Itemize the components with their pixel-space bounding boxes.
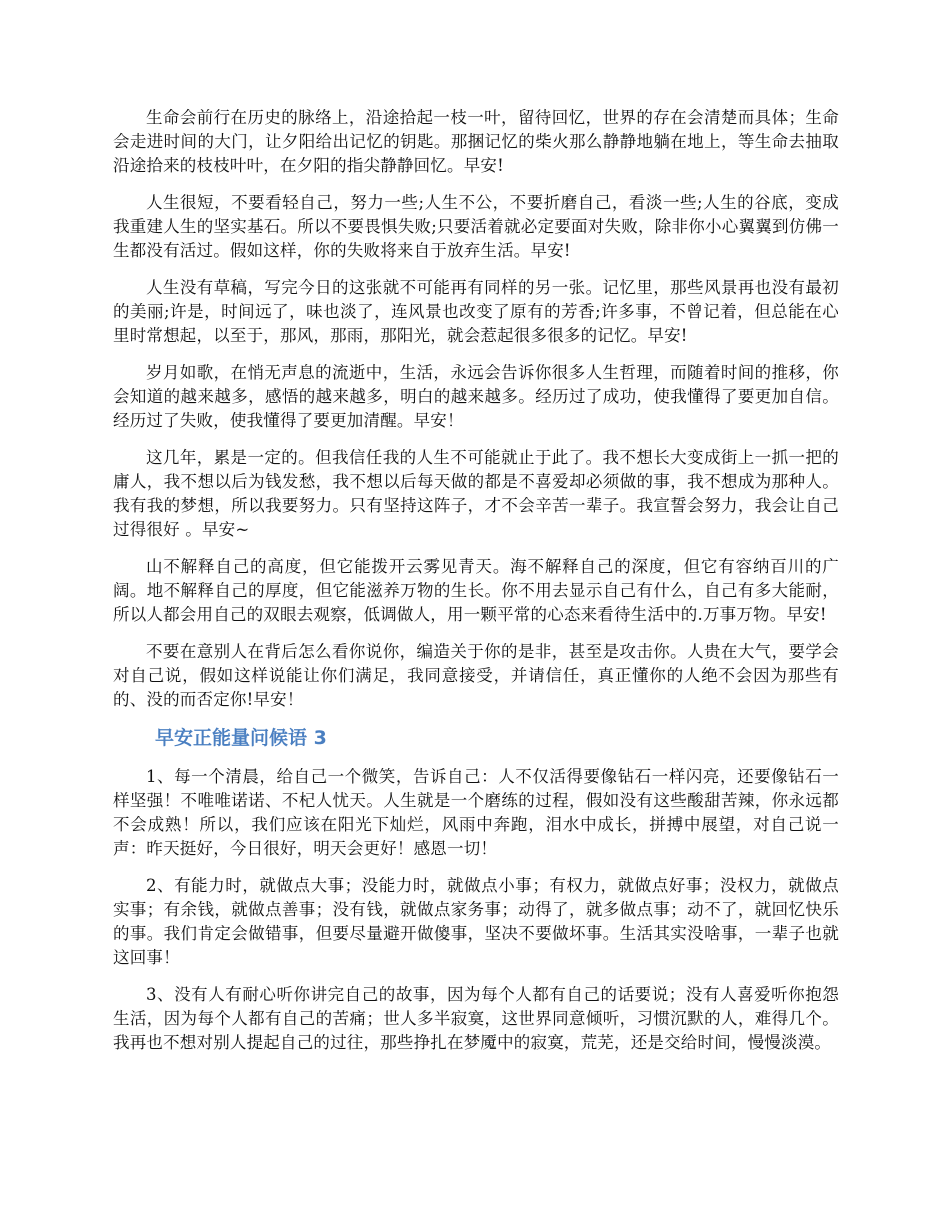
section-heading: 早安正能量问候语 3 (155, 727, 327, 749)
numbered-paragraph: 3、没有人有耐心听你讲完自己的故事，因为每个人都有自己的话要说；没有人喜爱听你抱怨生活，因为每个人都有自己的苦痛；世人多半寂寞，这世界同意倾听，习惯沉默的人，难得几个。我再也不想对别人提起自己的过往，那些挣扎在梦魇中的寂寞，荒芜，还是交给时间，慢慢淡漠。 (113, 985, 839, 1052)
paragraph: 岁月如歌，在悄无声息的流逝中，生活，永远会告诉你很多人生哲理，而随着时间的推移，你会知道的越来越多，感悟的越来越多，明白的越来越多。经历过了成功，使我懂得了要更加自信。经历过了失败，使我懂得了要更加清醒。早安！ (113, 363, 839, 430)
paragraph: 人生没有草稿，写完今日的这张就不可能再有同样的另一张。记忆里，那些风景再也没有最初的美丽;许是，时间远了，味也淡了，连风景也改变了原有的芳香;许多事，不曾记着，但总能在心里时常想起，以至于，那风，那雨，那阳光，就会惹起很多很多的记忆。早安! (113, 278, 839, 345)
paragraph: 山不解释自己的高度，但它能拨开云雾见青天。海不解释自己的深度，但它有容纳百川的广阔。地不解释自己的厚度，但它能滋养万物的生长。你不用去显示自己有什么，自己有多大能耐，所以人都会用自己的双眼去观察，低调做人，用一颗平常的心态来看待生活中的.万事万物。早安! (113, 557, 839, 624)
document-page (113, 106, 839, 1068)
numbered-paragraph: 2、有能力时，就做点大事；没能力时，就做点小事；有权力，就做点好事；没权力，就做点实事；有余钱，就做点善事；没有钱，就做点家务事；动得了，就多做点事；动不了，就回忆快乐的事。我们肯定会做错事，但要尽量避开做傻事，坚决不要做坏事。生活其实没啥事，一辈子也就这回事！ (113, 876, 839, 967)
paragraph: 这几年，累是一定的。但我信任我的人生不可能就止于此了。我不想长大变成街上一抓一把的庸人，我不想以后为钱发愁，我不想以后每天做的都是不喜爱却必须做的事，我不想成为那种人。我有我的梦想，所以我要努力。只有坚持这阵子，才不会辛苦一辈子。我宣誓会努力，我会让自己过得很好 。早安~ (113, 448, 839, 539)
numbered-paragraph: 1、每一个清晨，给自己一个微笑，告诉自己：人不仅活得要像钻石一样闪亮，还要像钻石一样坚强！不唯唯诺诺、不杞人忧天。人生就是一个磨练的过程，假如没有这些酸甜苦辣，你永远都不会成熟！所以，我们应该在阳光下灿烂，风雨中奔跑，泪水中成长，拼搏中展望，对自己说一声：昨天挺好，今日很好，明天会更好！感恩一切！ (113, 767, 839, 858)
paragraph: 人生很短，不要看轻自己，努力一些;人生不公，不要折磨自己，看淡一些;人生的谷底，变成我重建人生的坚实基石。所以不要畏惧失败;只要活着就必定要面对失败，除非你小心翼翼到仿佛一生都没有活过。假如这样，你的失败将来自于放弃生活。早安! (113, 193, 839, 260)
paragraph: 不要在意别人在背后怎么看你说你，编造关于你的是非，甚至是攻击你。人贵在大气，要学会对自己说，假如这样说能让你们满足，我同意接受，并请信任，真正懂你的人绝不会因为那些有的、没的而否定你!早安！ (113, 642, 839, 709)
paragraph: 生命会前行在历史的脉络上，沿途拾起一枝一叶，留待回忆，世界的存在会清楚而具体；生命会走进时间的大门，让夕阳给出记忆的钥匙。那捆记忆的柴火那么静静地躺在地上，等生命去抽取沿途拾来的枝枝叶叶，在夕阳的指尖静静回忆。早安! (113, 108, 839, 175)
